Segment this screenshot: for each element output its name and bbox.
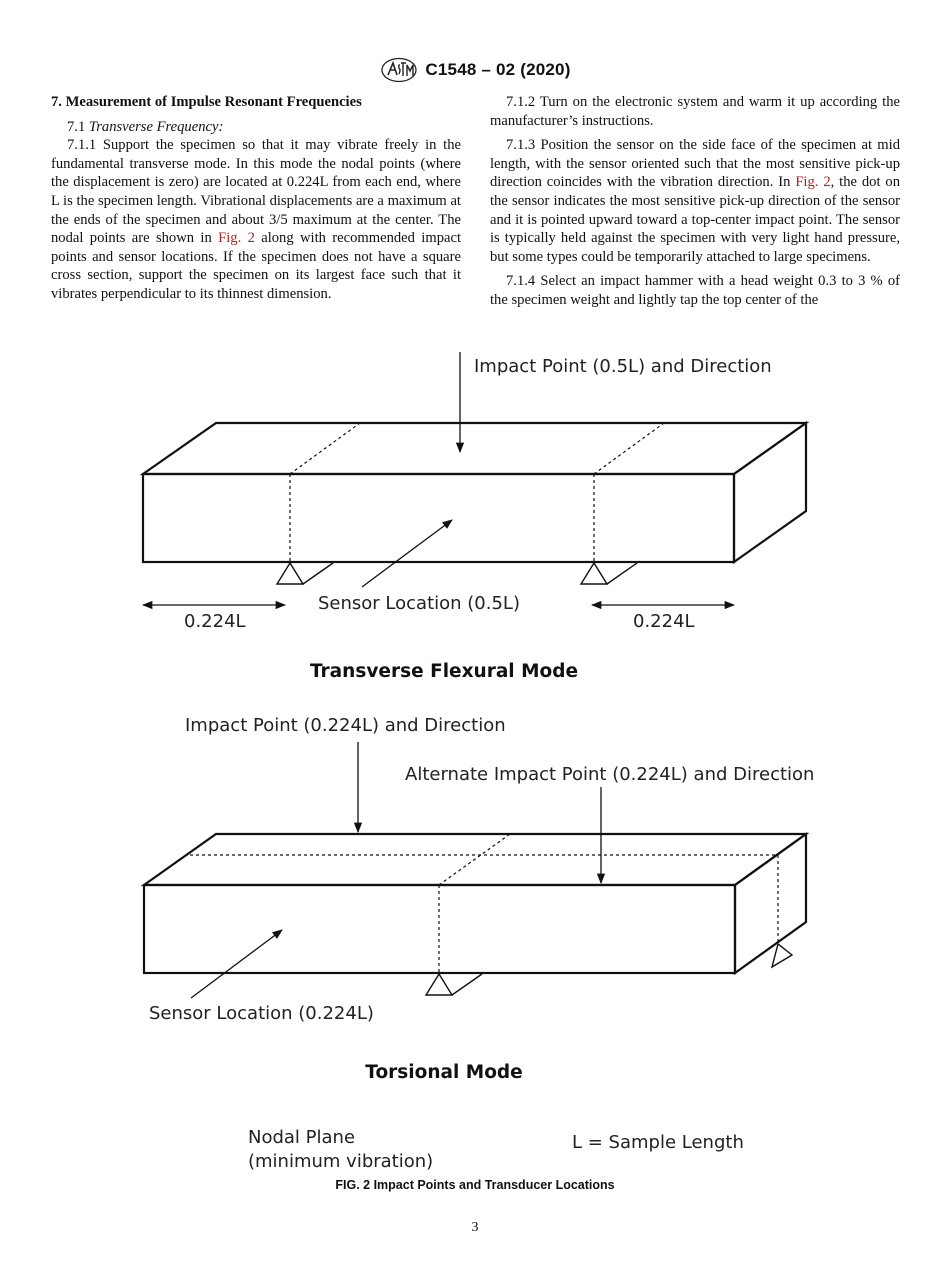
support-triangle-right [581,563,637,584]
nodal-plane-longitudinal [190,855,778,944]
section-heading: 7. Measurement of Impulse Resonant Frequencies [51,94,362,110]
paragraph-7-1-4: 7.1.4 Select an impact hammer with a head weight 0.3 to 3 % of the specimen weight and lightly tap the top center of the [490,273,900,308]
paragraph-text: , the dot on the sensor indicates the most sensitive pick-up direction of the sensor and it is pointed upward toward a top-center impact point. The sensor is typically held against the specimen with very light hand pressure, but some types could be temporarily attached to large specimens. [490,174,900,265]
page-number: 3 [471,1220,479,1235]
torsional-sensor-label: Sensor Location (0.224L) [149,1003,374,1024]
paragraph-7-1-2: 7.1.2 Turn on the electronic system and warm it up according the manufacturer’s instructions. [490,94,900,129]
support-triangle-end [772,944,792,967]
torsional-sensor-arrow [191,930,282,998]
flexural-sensor-label: Sensor Location (0.5L) [318,593,520,614]
nodal-plane-left [290,423,360,562]
subsection-number: 7.1 [67,118,86,135]
torsional-end-face [735,834,806,973]
support-triangle-center [426,974,482,995]
paragraph-text: along with recommended impact points and sensor locations. If the specimen does not have a square cross section, support the specimen on its largest face such that it vibrates perpendicular to its thinnest dimension. [51,230,461,302]
support-triangle-left [277,563,333,584]
legend-minimum-vibration: (minimum vibration) [248,1151,434,1172]
subsection-title: Transverse Frequency: [88,118,224,135]
standard-designation: C1548 – 02 (2020) [425,60,571,79]
left-dimension-label: 0.224L [184,611,246,632]
figure-link[interactable]: Fig. 2 [218,230,255,247]
paragraph-text: 7.1.3 Position the sensor on the side face of the specimen at mid length, with the sensor oriented such that the most sensitive pick-up direction coincides with the vibration direction. In [490,137,900,191]
flexural-diagram [143,352,806,605]
flexural-mode-title: Transverse Flexural Mode [309,661,579,682]
flexural-sensor-arrow [362,520,452,587]
legend-length-definition: L = Sample Length [572,1132,744,1153]
legend-nodal-plane: Nodal Plane [248,1127,356,1148]
flexural-end-face [734,423,806,562]
right-dimension-label: 0.224L [633,611,695,632]
flexural-top-face [143,423,806,474]
paragraph-text: 7.1.1 Support the specimen so that it may vibrate freely in the fundamental transverse mode. In this mode the nodal points (where the displacement is zero) are located at 0.224L from each end, where L is the specimen length. Vibrational displacements are a maximum at the ends of the specimen and about 3/5 maximum at the center. The nodal points are shown in [51,137,461,247]
torsional-mode-title: Torsional Mode [365,1062,523,1083]
figure-caption: FIG. 2 Impact Points and Transducer Locations [335,1178,615,1192]
flexural-impact-label: Impact Point (0.5L) and Direction [474,356,772,377]
nodal-plane-right [594,423,664,562]
figure-link[interactable]: Fig. 2 [795,174,831,191]
flexural-front-face [143,474,734,562]
torsional-alt-impact-label: Alternate Impact Point (0.224L) and Direction [405,764,815,785]
torsional-impact-label: Impact Point (0.224L) and Direction [185,715,506,736]
